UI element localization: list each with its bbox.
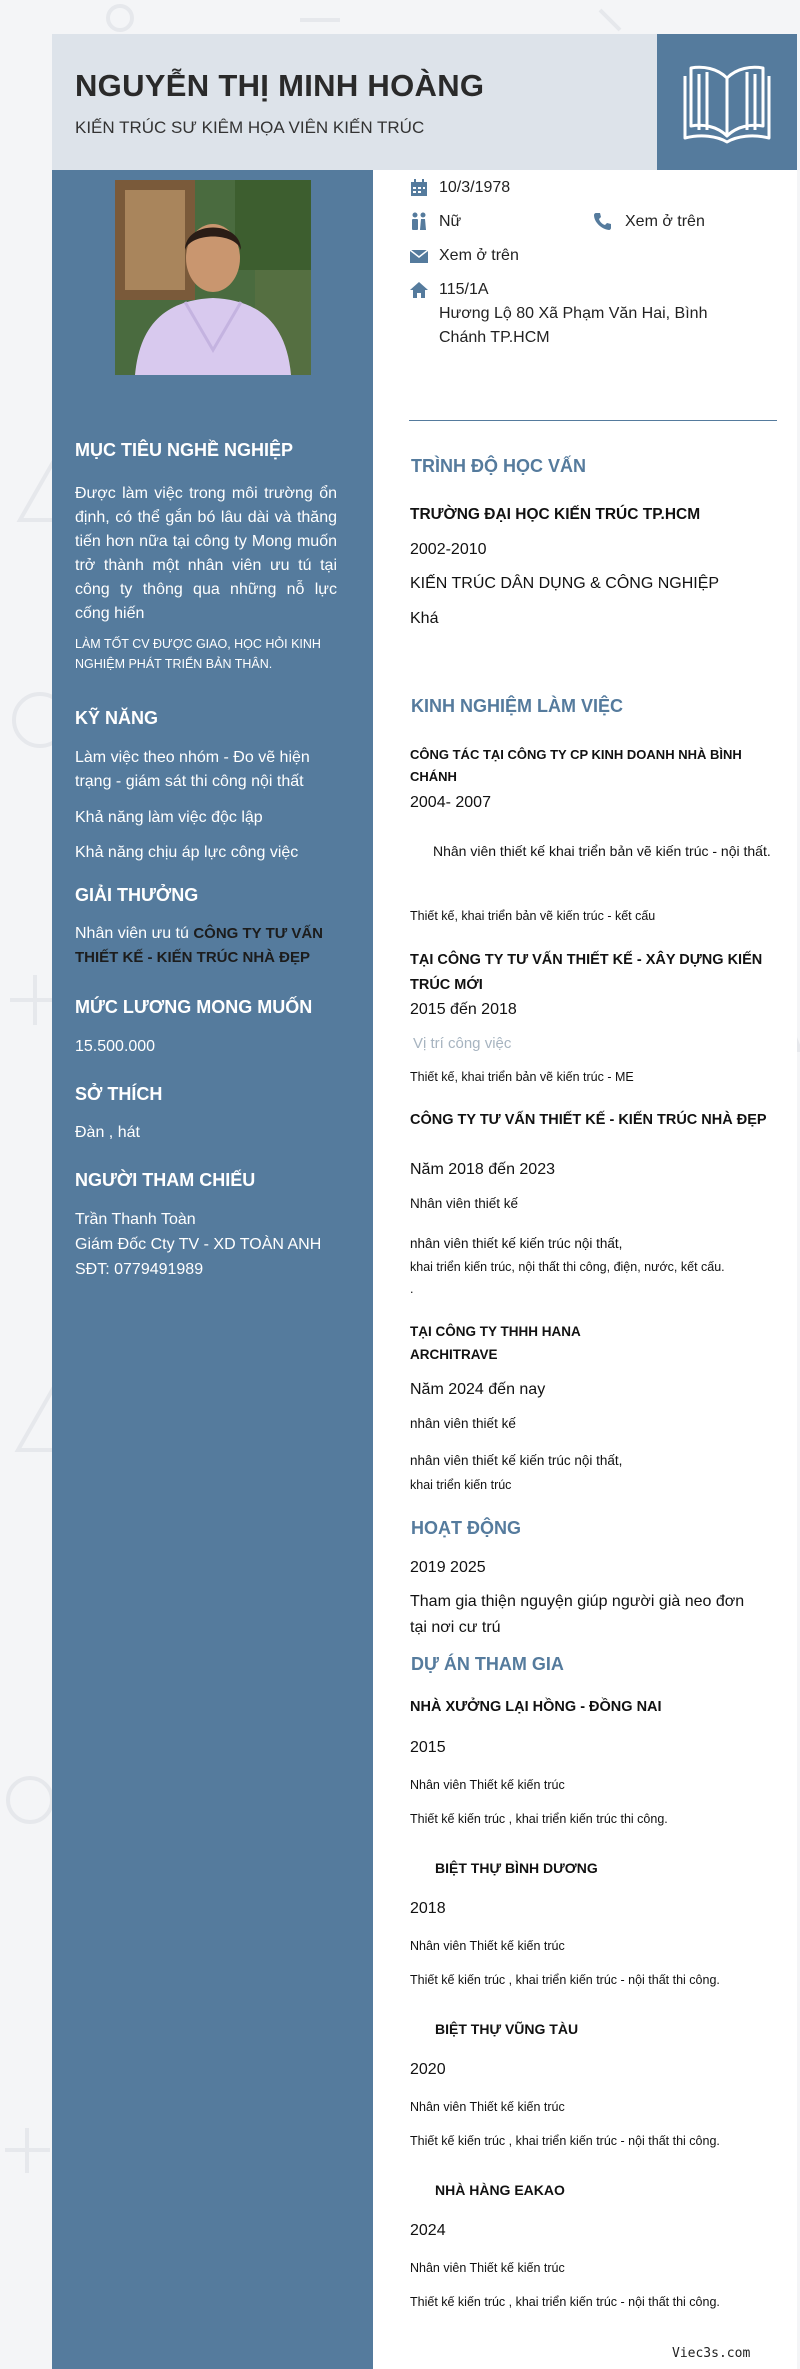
salary-value: 15.500.000	[75, 1038, 156, 1055]
job-period: Năm 2024 đến nay	[410, 1381, 546, 1398]
reference-title: NGƯỜI THAM CHIẾU	[75, 1170, 256, 1190]
gender: Nữ	[439, 213, 462, 230]
reference-phone: SĐT: 0779491989	[75, 1261, 204, 1278]
reference-name: Trần Thanh Toàn	[75, 1211, 196, 1228]
home-icon	[410, 281, 428, 299]
awards-text	[75, 922, 337, 970]
career-goal-note: LÀM TỐT CV ĐƯỢC GIAO, HỌC HỎI KINH NGHIỆM PHÁT TRIỂN BẢN THÂN.	[75, 637, 321, 671]
project-name: BIỆT THỰ VŨNG TÀU	[435, 2021, 579, 2037]
activities-text: Tham gia thiện nguyện giúp người già neo đơn tại nơi cư trú	[410, 1593, 745, 1636]
salary-title: MỨC LƯƠNG MONG MUỐN	[75, 997, 313, 1017]
birthdate: 10/3/1978	[439, 179, 511, 196]
resume-header	[52, 34, 797, 170]
job-desc: Thiết kế, khai triển bản vẽ kiến trúc - kết cấu	[410, 909, 656, 923]
education-title: TRÌNH ĐỘ HỌC VẤN	[411, 456, 586, 476]
award-prefix: Nhân viên ưu tú	[75, 925, 189, 942]
career-goal-title: MỤC TIÊU NGHỀ NGHIỆP	[75, 440, 294, 460]
education-major: KIẾN TRÚC DÂN DỤNG & CÔNG NGHIỆP	[410, 575, 720, 592]
education-grade: Khá	[410, 610, 439, 627]
candidate-job-title: KIẾN TRÚC SƯ KIÊM HỌA VIÊN KIẾN TRÚC	[75, 118, 425, 137]
job-role: Vị trí công việc	[413, 1035, 512, 1052]
hobbies-title: SỞ THÍCH	[75, 1084, 163, 1104]
awards-title: GIẢI THƯỞNG	[75, 885, 199, 905]
main-content	[373, 170, 797, 2369]
skills-title: KỸ NĂNG	[75, 708, 159, 728]
address-line2: Hương Lộ 80 Xã Phạm Văn Hai, Bình Chánh TP.HCM	[439, 305, 708, 346]
project-role: Nhân viên Thiết kế kiến trúc	[410, 1939, 565, 1953]
project-desc: Thiết kế kiến trúc , khai triển kiến trúc thi công.	[410, 1812, 668, 1826]
project-year: 2018	[410, 1900, 446, 1917]
job-company: CÔNG TY TƯ VẤN THIẾT KẾ - KIẾN TRÚC NHÀ ĐẸP	[410, 1112, 767, 1128]
project-role: Nhân viên Thiết kế kiến trúc	[410, 1778, 565, 1792]
project-name: NHÀ XƯỞNG LẠI HỒNG - ĐỒNG NAI	[410, 1699, 662, 1715]
address-line1: 115/1A	[439, 281, 489, 298]
projects-title: DỰ ÁN THAM GIA	[411, 1654, 564, 1674]
job-role: Nhân viên thiết kế khai triển bản vẽ kiến trúc - nội thất.	[433, 843, 771, 859]
job-desc: .	[410, 1282, 414, 1296]
job-company: CÔNG TÁC TẠI CÔNG TY CP KINH DOANH NHÀ BÌNH CHÁNH	[410, 747, 742, 784]
job-role: Nhân viên thiết kế	[410, 1196, 519, 1211]
experience-title: KINH NGHIỆM LÀM VIỆC	[411, 696, 624, 716]
job-period: 2004- 2007	[410, 794, 491, 811]
skill-item: Khả năng chịu áp lực công việc	[75, 844, 299, 861]
job-company: TẠI CÔNG TY TƯ VẤN THIẾT KẾ - XÂY DỰNG KIẾN TRÚC MỚI	[410, 952, 763, 993]
activities-period: 2019 2025	[410, 1559, 486, 1576]
open-book-icon	[679, 52, 775, 148]
email: Xem ở trên	[439, 247, 519, 264]
job-period: 2015 đến 2018	[410, 1001, 517, 1018]
job-desc: nhân viên thiết kế kiến trúc nội thất,	[410, 1453, 623, 1468]
candidate-name: NGUYỄN THỊ MINH HOÀNG	[75, 68, 485, 103]
section-divider	[409, 420, 777, 421]
project-role: Nhân viên Thiết kế kiến trúc	[410, 2261, 565, 2275]
site-watermark: Viec3s.com	[672, 2346, 751, 2361]
project-role: Nhân viên Thiết kế kiến trúc	[410, 2100, 565, 2114]
job-desc: khai triển kiến trúc, nội thất thi công, điện, nước, kết cấu.	[410, 1260, 725, 1274]
logo-box	[657, 34, 797, 170]
skill-item: Làm việc theo nhóm - Đo vẽ hiện trạng - giám sát thi công nội thất	[75, 749, 310, 790]
award-company: CÔNG TY TƯ VẤN THIẾT KẾ - KIẾN TRÚC NHÀ ĐẸP	[75, 925, 324, 966]
education-period: 2002-2010	[410, 541, 487, 558]
phone-icon	[593, 212, 611, 230]
job-company: TẠI CÔNG TY THHH HANA ARCHITRAVE	[410, 1324, 581, 1362]
job-desc: khai triển kiến trúc	[410, 1478, 512, 1492]
job-period: Năm 2018 đến 2023	[410, 1161, 555, 1178]
profile-photo	[115, 180, 311, 375]
calendar-icon	[410, 179, 428, 197]
project-year: 2024	[410, 2222, 446, 2239]
phone: Xem ở trên	[625, 213, 705, 230]
project-name: NHÀ HÀNG EAKAO	[435, 2182, 565, 2198]
skill-item: Khả năng làm việc độc lập	[75, 809, 263, 826]
project-year: 2020	[410, 2061, 446, 2078]
project-desc: Thiết kế kiến trúc , khai triển kiến trúc - nội thất thi công.	[410, 2295, 720, 2309]
project-name: BIỆT THỰ BÌNH DƯƠNG	[435, 1860, 598, 1876]
project-year: 2015	[410, 1739, 446, 1756]
career-goal-text: Được làm việc trong môi trường ổn định, có thể gắn bó lâu dài và thăng tiến hơn nữa tại công ty Mong muốn trở thành một nhân viên ưu tú tại công ty thông qua những nỗ lực cống hiến	[75, 485, 337, 622]
job-desc: Thiết kế, khai triển bản vẽ kiến trúc - ME	[410, 1070, 634, 1084]
education-school: TRƯỜNG ĐẠI HỌC KIẾN TRÚC TP.HCM	[410, 506, 701, 523]
reference-position: Giám Đốc Cty TV - XD TOÀN ANH	[75, 1236, 322, 1253]
project-desc: Thiết kế kiến trúc , khai triển kiến trúc - nội thất thi công.	[410, 2134, 720, 2148]
job-desc: nhân viên thiết kế kiến trúc nội thất,	[410, 1236, 623, 1251]
gender-icon	[410, 212, 428, 230]
sidebar	[52, 170, 373, 2369]
project-desc: Thiết kế kiến trúc , khai triển kiến trúc - nội thất thi công.	[410, 1973, 720, 1987]
activities-title: HOẠT ĐỘNG	[411, 1518, 521, 1538]
email-icon	[410, 247, 428, 265]
job-role: nhân viên thiết kế	[410, 1416, 516, 1431]
hobbies-value: Đàn , hát	[75, 1124, 140, 1141]
resume-sheet	[52, 34, 797, 2369]
